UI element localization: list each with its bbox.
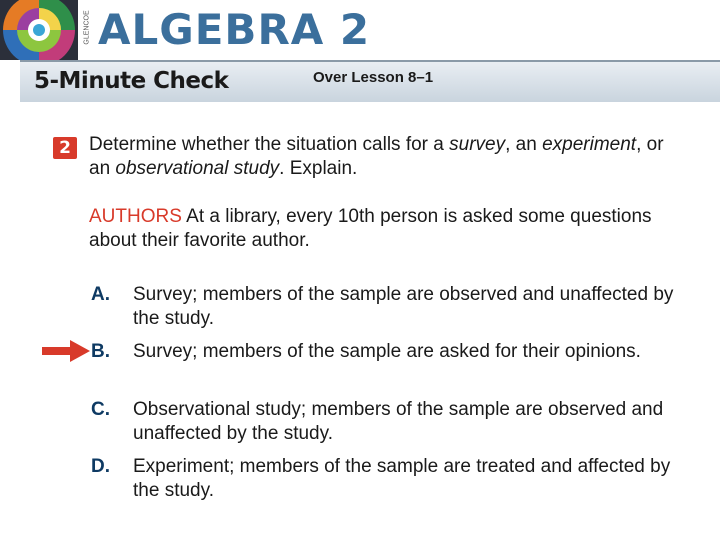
prompt-term-observational-study: observational study bbox=[115, 158, 280, 179]
prompt-term-survey: survey bbox=[449, 134, 506, 155]
choice-text: Survey; members of the sample are asked for their opinions. bbox=[133, 341, 641, 362]
check-title: 5-Minute Check bbox=[34, 68, 229, 94]
choice-text: Observational study; members of the sample are observed and unaffected by the study. bbox=[133, 399, 664, 444]
prompt-text: , an bbox=[505, 134, 543, 155]
scenario-tag: AUTHORS bbox=[89, 206, 182, 227]
swirl-logo-icon bbox=[0, 0, 78, 60]
publisher-mark bbox=[80, 10, 94, 48]
publisher-mark-text: GLENCOE bbox=[83, 10, 91, 45]
choice-letter: A. bbox=[91, 284, 110, 305]
choice-text: Survey; members of the sample are observed and unaffected by the study. bbox=[133, 284, 674, 329]
book-title: ALGEBRA 2 bbox=[98, 5, 371, 54]
lesson-label: Over Lesson 8–1 bbox=[313, 69, 434, 86]
prompt-term-experiment: experiment bbox=[542, 134, 637, 155]
prompt-text: , or an bbox=[89, 134, 664, 179]
answer-arrow-icon bbox=[42, 340, 90, 362]
scenario-text: At a library, every 10th person is asked some questions about their favorite author. bbox=[89, 206, 652, 251]
question-prompt bbox=[89, 133, 689, 181]
five-minute-check-bar bbox=[20, 60, 720, 102]
choice-letter: D. bbox=[91, 456, 110, 477]
prompt-text: . Explain. bbox=[279, 158, 358, 179]
choice-text: Experiment; members of the sample are treated and affected by the study. bbox=[133, 456, 671, 501]
choice-letter: B. bbox=[91, 341, 110, 362]
prompt-text: Determine whether the situation calls for a bbox=[89, 134, 450, 155]
choice-letter: C. bbox=[91, 399, 110, 420]
scenario bbox=[89, 205, 689, 253]
top-banner bbox=[0, 0, 720, 62]
question-number-badge: 2 bbox=[53, 137, 77, 159]
